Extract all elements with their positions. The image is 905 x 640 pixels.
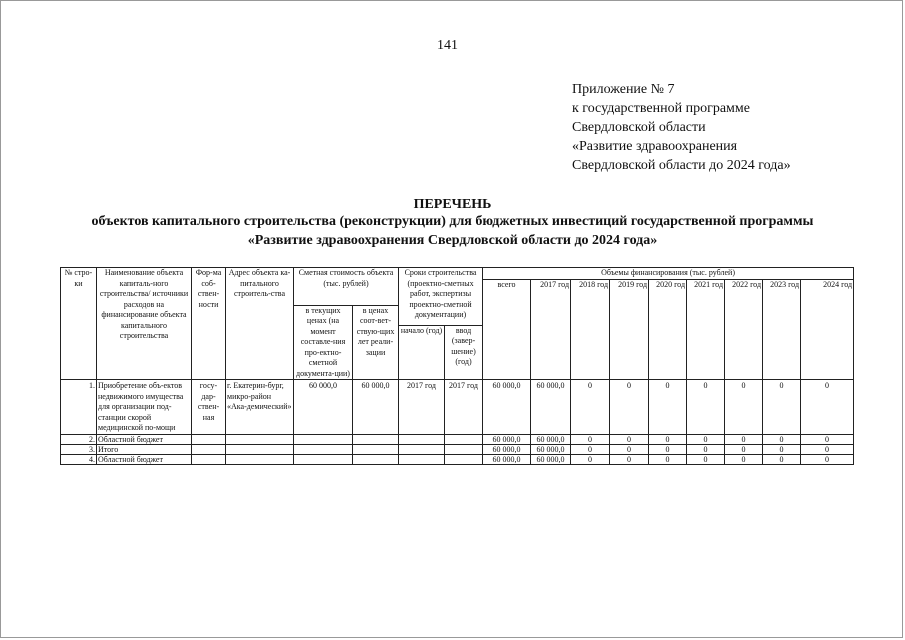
table-row	[61, 444, 854, 454]
row-year-2020: 0	[649, 380, 687, 435]
header-year-2018: 2018 год	[571, 279, 610, 380]
row-year-2017: 60 000,0	[531, 444, 571, 454]
row-year-2018: 0	[571, 444, 610, 454]
row-year-2020: 0	[649, 434, 687, 444]
row-address: г. Екатерин-бург, микро-район «Ака-демический»	[226, 380, 294, 435]
appendix-block	[572, 80, 791, 175]
row-year-2020: 0	[649, 454, 687, 464]
header-row-no: № стро-ки	[61, 268, 97, 380]
table-row	[61, 454, 854, 464]
row-year-2024: 0	[801, 380, 854, 435]
document-subtitle-1: объектов капитального строительства (реконструкции) для бюджетных инвестиций государственной программы	[91, 214, 814, 229]
document-subtitle-2: «Развитие здравоохранения Свердловской области до 2024 года»	[247, 233, 658, 248]
row-year-2018: 0	[571, 380, 610, 435]
header-ownership: Фор-ма соб-ствен-ности	[192, 268, 226, 380]
header-start: начало (год)	[399, 325, 445, 380]
row-year-2017: 60 000,0	[531, 454, 571, 464]
row-year-2018: 0	[571, 454, 610, 464]
row-year-2021: 0	[687, 380, 725, 435]
header-deadlines: Сроки строительства (проектно-сметных работ, экспертизы проектно-сметной документации)	[399, 268, 483, 326]
row-total: 60 000,0	[483, 380, 531, 435]
header-year-2023: 2023 год	[763, 279, 801, 380]
objects-table	[60, 267, 854, 465]
row-name: Приобретение объ-ектов недвижимого имущества для организации под-станции скорой медицинской по-мощи	[97, 380, 192, 435]
appendix-line-3: Свердловской области	[572, 120, 706, 135]
row-year-2018: 0	[571, 434, 610, 444]
row-year-2022: 0	[725, 454, 763, 464]
row-year-2023: 0	[763, 434, 801, 444]
row-year-2024: 0	[801, 444, 854, 454]
header-year-2020: 2020 год	[649, 279, 687, 380]
row-name: Областной бюджет	[97, 454, 192, 464]
row-year-2021: 0	[687, 444, 725, 454]
header-year-2021: 2021 год	[687, 279, 725, 380]
header-estimated-cost: Сметная стоимость объекта (тыс. рублей)	[294, 268, 399, 306]
row-commissioning: 2017 год	[445, 380, 483, 435]
page-number: 141	[437, 38, 458, 53]
row-year-2020: 0	[649, 444, 687, 454]
row-year-2017: 60 000,0	[531, 434, 571, 444]
header-year-2019: 2019 год	[610, 279, 649, 380]
row-name: Итого	[97, 444, 192, 454]
appendix-line-2: к государственной программе	[572, 101, 750, 116]
row-year-2019: 0	[610, 444, 649, 454]
row-year-2023: 0	[763, 444, 801, 454]
row-year-2019: 0	[610, 380, 649, 435]
appendix-line-1: Приложение № 7	[572, 82, 675, 97]
row-year-2024: 0	[801, 434, 854, 444]
row-corresponding-prices: 60 000,0	[353, 380, 399, 435]
row-year-2023: 0	[763, 380, 801, 435]
row-total: 60 000,0	[483, 454, 531, 464]
header-commissioning: ввод (завер-шение) (год)	[445, 325, 483, 380]
row-year-2021: 0	[687, 454, 725, 464]
row-year-2022: 0	[725, 380, 763, 435]
header-corresponding-prices: в ценах соот-вет-ствую-щих лет реали-зации	[353, 305, 399, 380]
row-year-2019: 0	[610, 454, 649, 464]
row-ownership: госу-дар-ствен-ная	[192, 380, 226, 435]
table-row	[61, 380, 854, 435]
appendix-line-4: «Развитие здравоохранения	[572, 139, 738, 154]
row-year-2017: 60 000,0	[531, 380, 571, 435]
row-year-2021: 0	[687, 434, 725, 444]
header-funding-volumes: Объемы финансирования (тыс. рублей)	[483, 268, 854, 280]
header-year-2017: 2017 год	[531, 279, 571, 380]
table-row	[61, 434, 854, 444]
row-no: 4.	[61, 454, 97, 464]
header-address: Адрес объекта ка-питального строитель-ства	[226, 268, 294, 380]
row-year-2023: 0	[763, 454, 801, 464]
row-year-2022: 0	[725, 434, 763, 444]
appendix-line-5: Свердловской области до 2024 года»	[572, 158, 791, 173]
row-start: 2017 год	[399, 380, 445, 435]
row-year-2024: 0	[801, 454, 854, 464]
row-total: 60 000,0	[483, 444, 531, 454]
header-current-prices: в текущих ценах (на момент составле-ния про-ектно-сметной документа-ции)	[294, 305, 353, 380]
row-name: Областной бюджет	[97, 434, 192, 444]
row-total: 60 000,0	[483, 434, 531, 444]
row-no: 1.	[61, 380, 97, 435]
header-year-2024: 2024 год	[801, 279, 854, 380]
row-year-2019: 0	[610, 434, 649, 444]
row-year-2022: 0	[725, 444, 763, 454]
header-year-2022: 2022 год	[725, 279, 763, 380]
row-no: 2.	[61, 434, 97, 444]
row-no: 3.	[61, 444, 97, 454]
header-total: всего	[483, 279, 531, 380]
row-current-prices: 60 000,0	[294, 380, 353, 435]
header-name: Наименование объекта капиталь-ного строительства/ источники расходов на финансирование объекта капитального строительства	[97, 268, 192, 380]
document-title: ПЕРЕЧЕНЬ	[413, 197, 492, 212]
